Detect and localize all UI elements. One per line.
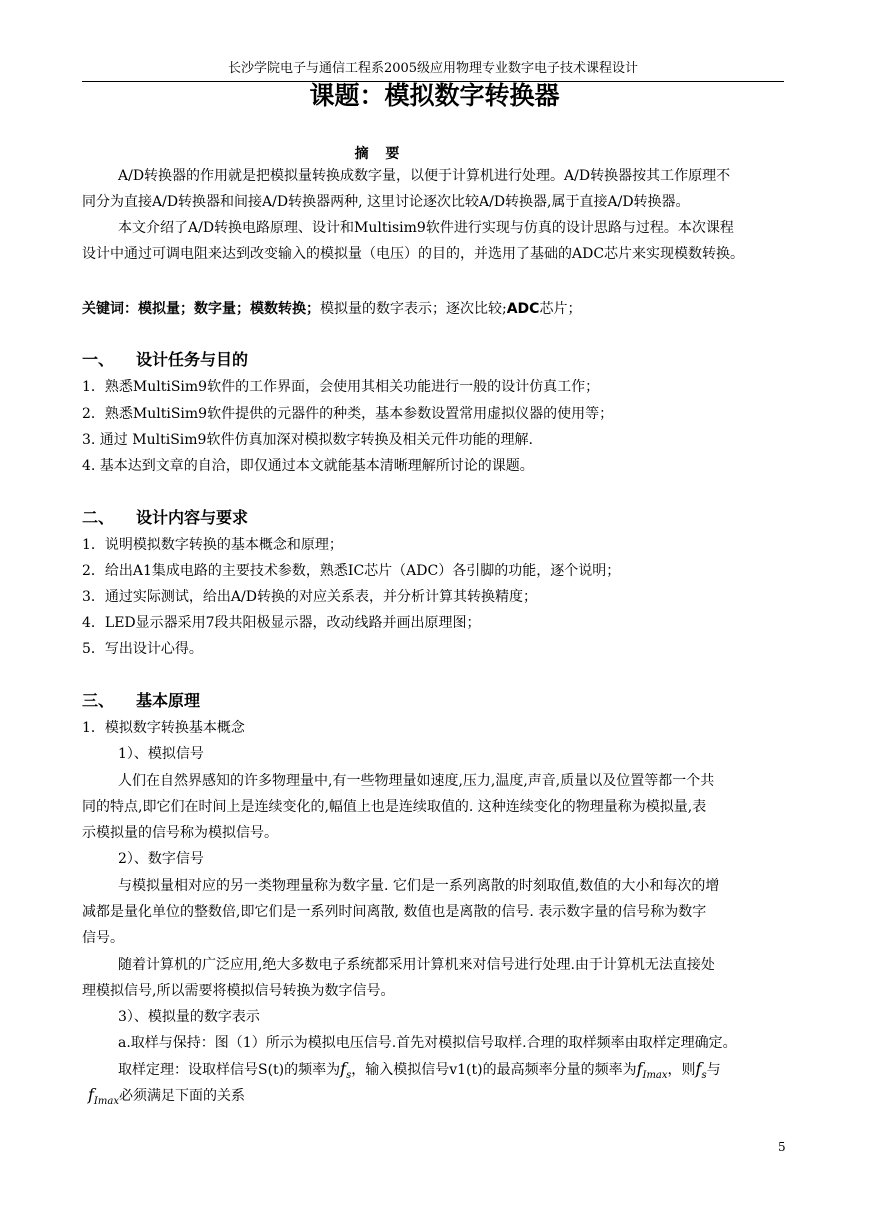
abstract-p2-line1: 本文介绍了A/D转换电路原理、设计和Multisim9软件进行实现与仿真的设计思路与过程。本次课程: [118, 220, 734, 236]
section2-item-5: 5．写出设计心得。: [82, 641, 203, 657]
section2-item-2: 2．给出A1集成电路的主要技术参数，熟悉IC芯片（ADC）各引脚的功能，逐个说明；: [82, 563, 621, 579]
keywords-line: [82, 299, 581, 319]
section3-title: 基本原理: [136, 691, 201, 710]
section3-number: 三、: [82, 691, 115, 710]
computer-para-line1: 随着计算机的广泛应用,绝大多数电子系统都采用计算机来对信号进行处理.由于计算机无法直接处: [118, 957, 715, 973]
computer-para-line2: 理模拟信号,所以需要将模拟信号转换为数字信号。: [82, 983, 395, 999]
sampling-theorem-line2: [88, 1085, 245, 1112]
section3-sub1-3: 3）、模拟量的数字表示: [118, 1009, 260, 1025]
section1-item-3: 3. 通过 MultiSim9软件仿真加深对模拟数字转换及相关元件功能的理解.: [82, 432, 533, 448]
running-header: 长沙学院电子与通信工程系2005级应用物理专业数字电子技术课程设计: [227, 61, 639, 76]
analog-para-line1: 人们在自然界感知的许多物理量中,有一些物理量如速度,压力,温度,声音,质量以及位置等都一个共: [118, 773, 715, 789]
analog-para-line2: 同的特点,即它们在时间上是连续变化的,幅值上也是连续取值的. 这种连续变化的物理量称为模拟量,表: [82, 799, 707, 815]
section3-sub1: 1．模拟数字转换基本概念: [82, 720, 245, 736]
digital-para-line2: 减都是量化单位的整数倍,即它们是一系列时间离散, 数值也是离散的信号. 表示数字量的信号称为数字: [82, 904, 707, 920]
keywords-adc: ADC: [506, 301, 540, 317]
section1-number: 一、: [82, 350, 115, 369]
keywords-tail: 芯片；: [539, 301, 582, 317]
theorem-text-d: 与: [706, 1062, 721, 1078]
section1-item-2: 2．熟悉MultiSim9软件提供的元器件的种类，基本参数设置常用虚拟仪器的使用等；: [82, 406, 614, 422]
page-title: 课题：模拟数字转换器: [309, 81, 560, 110]
fimax-symbol-2: $f_{Imax}$: [88, 1085, 119, 1108]
abstract-p1-line1: A/D转换器的作用就是把模拟量转换成数字量，以便于计算机进行处理。A/D转换器按其工作原理不: [118, 168, 731, 184]
page-number: 5: [778, 1140, 786, 1154]
section1-item-1: 1．熟悉MultiSim9软件的工作界面，会使用其相关功能进行一般的设计仿真工作；: [82, 379, 600, 395]
section2-item-1: 1．说明模拟数字转换的基本概念和原理；: [82, 537, 343, 553]
section3-sub1-1: 1）、模拟信号: [118, 746, 204, 762]
section2-item-4: 4．LED显示器采用7段共阳极显示器，改动线路并画出原理图；: [82, 615, 481, 631]
abstract-p2-line2: 设计中通过可调电阻来达到改变输入的模拟量（电压）的目的，并选用了基础的ADC芯片来实现模数转换。: [82, 246, 745, 262]
fs-symbol: $f_s$: [340, 1059, 352, 1082]
section1-item-4: 4. 基本达到文章的自洽，即仅通过本文就能基本清晰理解所讨论的课题。: [82, 458, 534, 474]
fs-symbol-2: $f_s$: [695, 1059, 707, 1082]
theorem-text-a: 取样定理：设取样信号S(t)的频率为: [118, 1062, 341, 1078]
theorem-text-b: ，输入模拟信号v1(t)的最高频率分量的频率为: [351, 1062, 637, 1078]
fimax-symbol: $f_{Imax}$: [636, 1059, 668, 1082]
section2-item-3: 3．通过实际测试，给出A/D转换的对应关系表，并分析计算其转换精度；: [82, 589, 537, 605]
theorem-text-c: ，则: [667, 1062, 696, 1078]
keywords-label: 关键词：模拟量；数字量；模数转换；: [82, 301, 320, 317]
digital-para-line1: 与模拟量相对应的另一类物理量称为数字量. 它们是一系列离散的时刻取值,数值的大小和每次的增: [118, 878, 720, 894]
section2-number: 二、: [82, 508, 115, 527]
digital-para-line3: 信号。: [82, 930, 124, 946]
theorem-text-e: 必须满足下面的关系: [118, 1088, 245, 1104]
analog-para-line3: 示模拟量的信号称为模拟信号。: [82, 825, 278, 841]
keywords-rest: 模拟量的数字表示；逐次比较;: [320, 301, 507, 317]
abstract-p1-line2: 同分为直接A/D转换器和间接A/D转换器两种, 这里讨论逐次比较A/D转换器,属于直接A/D转换器。: [82, 194, 690, 210]
section1-title: 设计任务与目的: [136, 350, 249, 369]
sampling-theorem-line1: [118, 1059, 721, 1086]
sampling-para: a.取样与保持：图（1）所示为模拟电压信号.首先对模拟信号取样.合理的取样频率由取样定理确定。: [118, 1035, 737, 1051]
section2-title: 设计内容与要求: [136, 508, 249, 527]
section3-sub1-2: 2）、数字信号: [118, 851, 204, 867]
abstract-heading: 摘 要: [354, 146, 406, 162]
